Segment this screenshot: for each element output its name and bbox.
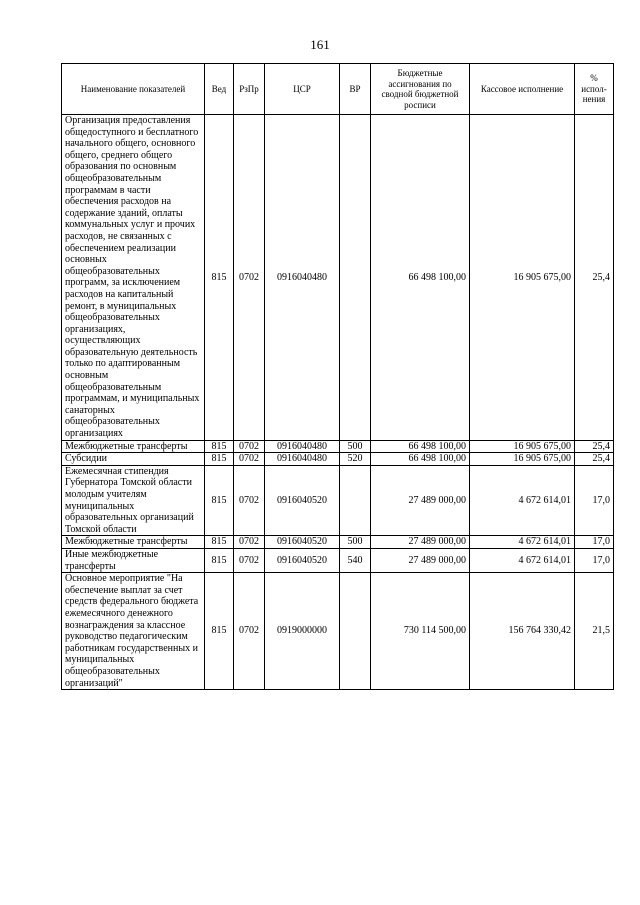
header-ved: Вед: [205, 64, 234, 115]
row-csr: 0916040480: [265, 453, 340, 466]
row-csr: 0916040480: [265, 440, 340, 453]
row-percent: 25,4: [575, 115, 614, 441]
row-vr: 500: [340, 440, 371, 453]
row-assignments: 66 498 100,00: [371, 453, 470, 466]
row-cash-execution: 4 672 614,01: [470, 465, 575, 536]
row-assignments: 27 489 000,00: [371, 536, 470, 549]
row-vr: [340, 573, 371, 690]
header-assignments: Бюджетные ассигнования по сводной бюджетной росписи: [371, 64, 470, 115]
row-percent: 17,0: [575, 548, 614, 572]
row-rzpr: 0702: [234, 465, 265, 536]
row-csr: 0919000000: [265, 573, 340, 690]
row-vr: 520: [340, 453, 371, 466]
row-cash-execution: 16 905 675,00: [470, 440, 575, 453]
budget-execution-table: [61, 63, 614, 690]
row-vr: [340, 115, 371, 441]
row-cash-execution: 16 905 675,00: [470, 115, 575, 441]
row-ved: 815: [205, 453, 234, 466]
row-rzpr: 0702: [234, 548, 265, 572]
row-cash-execution: 4 672 614,01: [470, 548, 575, 572]
row-ved: 815: [205, 548, 234, 572]
table-row: [62, 440, 614, 453]
row-csr: 0916040520: [265, 465, 340, 536]
header-name: Наименование показателей: [62, 64, 205, 115]
row-ved: 815: [205, 536, 234, 549]
row-rzpr: 0702: [234, 573, 265, 690]
table-header-row: [62, 64, 614, 115]
row-cash-execution: 16 905 675,00: [470, 453, 575, 466]
row-percent: 21,5: [575, 573, 614, 690]
row-assignments: 66 498 100,00: [371, 440, 470, 453]
row-rzpr: 0702: [234, 440, 265, 453]
table-row: [62, 573, 614, 690]
table-row: [62, 548, 614, 572]
row-vr: 500: [340, 536, 371, 549]
table-row: [62, 115, 614, 441]
row-name: Иные межбюджетные трансферты: [62, 548, 205, 572]
table-row: [62, 465, 614, 536]
row-percent: 17,0: [575, 536, 614, 549]
row-name: Межбюджетные трансферты: [62, 536, 205, 549]
row-name: Ежемесячная стипендия Губернатора Томской области молодым учителям муниципальных образовательных организаций Томской области: [62, 465, 205, 536]
row-ved: 815: [205, 115, 234, 441]
table-row: [62, 536, 614, 549]
row-rzpr: 0702: [234, 536, 265, 549]
header-csr: ЦСР: [265, 64, 340, 115]
header-cash-execution: Кассовое исполнение: [470, 64, 575, 115]
table-row: [62, 453, 614, 466]
row-csr: 0916040520: [265, 548, 340, 572]
row-assignments: 27 489 000,00: [371, 548, 470, 572]
row-percent: 17,0: [575, 465, 614, 536]
header-vr: ВР: [340, 64, 371, 115]
row-name: Основное мероприятие "На обеспечение выплат за счет средств федерального бюджета ежемесячного денежного вознаграждения за классное руководство педагогическим работникам государственных и муниципальных общеобразовательных организаций": [62, 573, 205, 690]
row-percent: 25,4: [575, 440, 614, 453]
row-csr: 0916040480: [265, 115, 340, 441]
header-rzpr: РзПр: [234, 64, 265, 115]
row-ved: 815: [205, 465, 234, 536]
row-percent: 25,4: [575, 453, 614, 466]
row-csr: 0916040520: [265, 536, 340, 549]
page-number: 161: [310, 37, 330, 52]
row-cash-execution: 4 672 614,01: [470, 536, 575, 549]
row-name: Межбюджетные трансферты: [62, 440, 205, 453]
row-rzpr: 0702: [234, 453, 265, 466]
header-percent: % испол-нения: [575, 64, 614, 115]
row-ved: 815: [205, 440, 234, 453]
row-name: Субсидии: [62, 453, 205, 466]
row-ved: 815: [205, 573, 234, 690]
row-name: Организация предоставления общедоступного и бесплатного начального общего, основного общего, среднего общего образования по основным общеобразовательным программам в части обеспечения расходов на содержание зданий, оплаты коммунальных услуг и прочих расходов, не связанных с обеспечением реализации основных общеобразовательных программ, за исключением расходов на капитальный ремонт, в муниципальных общеобразовательных организациях, осуществляющих образовательную деятельность только по адаптированным основным общеобразовательным программам, и муниципальных санаторных общеобразовательных организациях: [62, 115, 205, 441]
row-vr: 540: [340, 548, 371, 572]
row-assignments: 730 114 500,00: [371, 573, 470, 690]
row-rzpr: 0702: [234, 115, 265, 441]
row-vr: [340, 465, 371, 536]
row-assignments: 27 489 000,00: [371, 465, 470, 536]
row-cash-execution: 156 764 330,42: [470, 573, 575, 690]
row-assignments: 66 498 100,00: [371, 115, 470, 441]
